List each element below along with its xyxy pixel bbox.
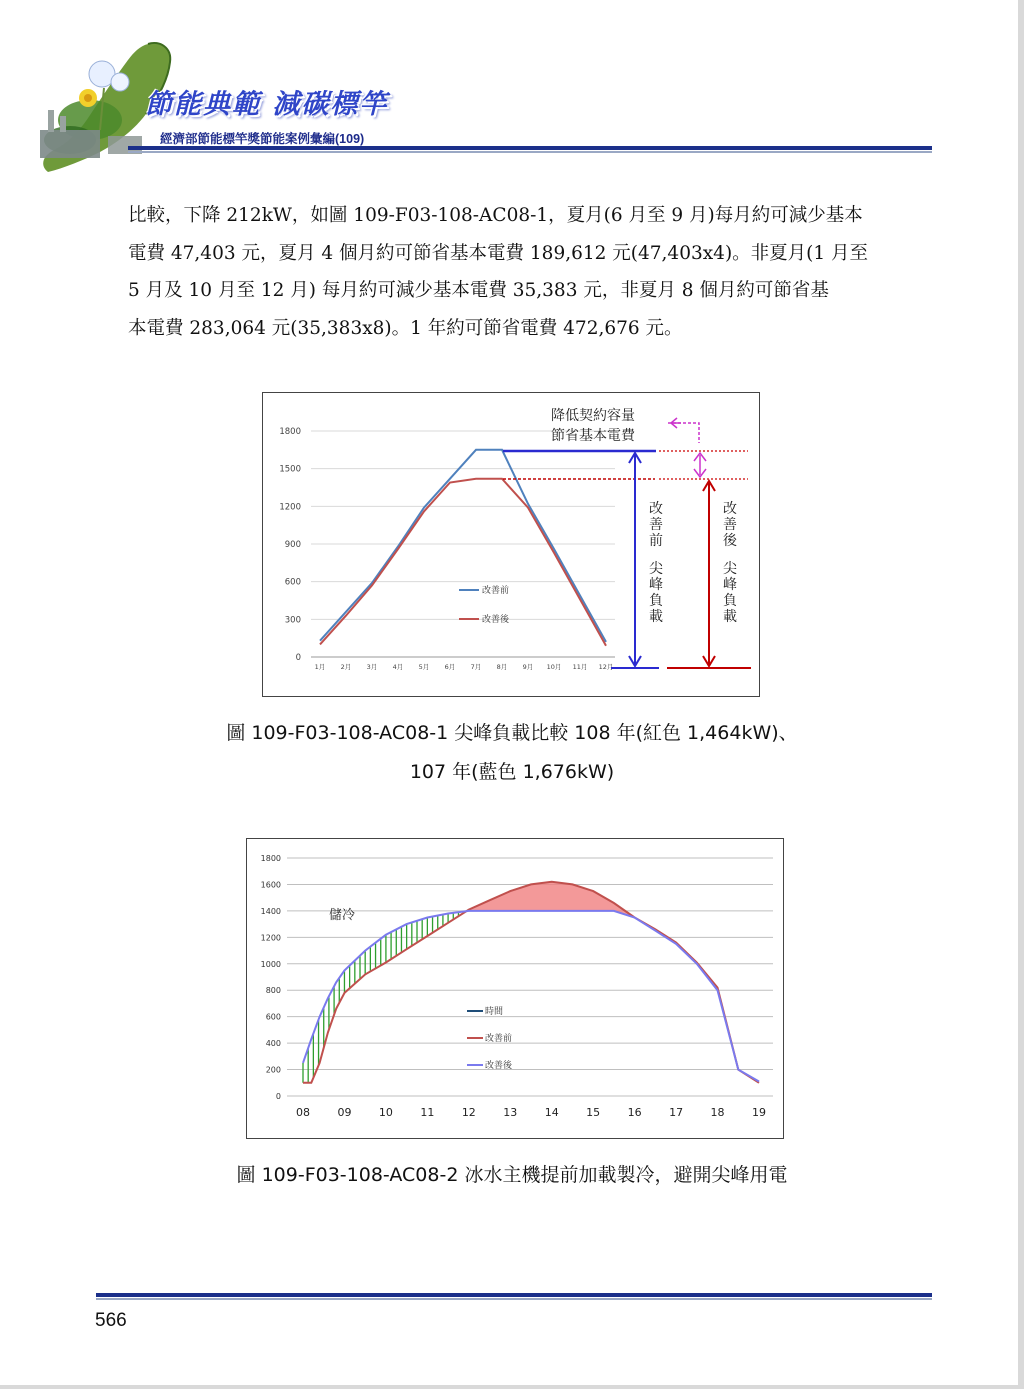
- series-line-after: [320, 479, 606, 646]
- brand-subtitle: 經濟部節能標竿獎節能案例彙編(109): [160, 132, 365, 146]
- series-line-before: [303, 882, 759, 1083]
- x-tick-label: 4月: [392, 663, 404, 671]
- figure1-caption-line1: 圖 109-F03-108-AC08-1 尖峰負載比較 108 年(紅色 1,464kW)、: [226, 722, 798, 744]
- y-tick-label: 600: [265, 1012, 281, 1022]
- y-tick-label: 200: [265, 1065, 281, 1075]
- y-tick-label: 0: [275, 1092, 281, 1101]
- page-header: [0, 0, 1024, 190]
- page-edge-bottom: [0, 1385, 1024, 1389]
- x-tick-label: 17: [669, 1106, 684, 1119]
- label-before-char: 善: [649, 517, 663, 533]
- x-tick-label: 18: [710, 1106, 725, 1119]
- legend-label-after: 改善後: [485, 1061, 513, 1071]
- legend-label-after: 改善後: [482, 615, 510, 625]
- x-tick-label: 09: [337, 1106, 352, 1119]
- chart-legend: [467, 1005, 513, 1071]
- x-tick-label: 13: [503, 1106, 518, 1119]
- x-tick-label: 10: [378, 1106, 393, 1119]
- y-tick-label: 800: [265, 986, 281, 996]
- brand-title: 節能典範 減碳標竿: [145, 89, 389, 120]
- label-after-char: 改: [723, 501, 737, 517]
- footer-rule: [96, 1293, 932, 1297]
- y-tick-label: 400: [265, 1039, 281, 1049]
- label-before-char: 峰: [649, 577, 663, 593]
- legend-label-before: 改善前: [485, 1034, 513, 1044]
- dashed-turn-arrow-icon: [668, 423, 699, 443]
- label-after-char: 峰: [723, 577, 737, 593]
- body-line: 本電費 283,064 元(35,383x8)。1 年約可節省電費 472,676 元。: [128, 317, 683, 339]
- x-tick-label: 14: [544, 1106, 559, 1119]
- page-number: 566: [95, 1310, 127, 1331]
- figure1-caption-line2: 107 年(藍色 1,676kW): [409, 761, 615, 783]
- y-tick-label: 900: [284, 540, 301, 550]
- x-tick-label: 9月: [522, 663, 534, 671]
- x-tick-label: 11: [420, 1106, 435, 1119]
- dashed-arrowhead-icon: [671, 418, 681, 428]
- label-before-char: 負: [649, 593, 663, 609]
- footer-rule-thin: [96, 1298, 932, 1300]
- annotation-save-fee: 節省基本電費: [551, 428, 635, 444]
- cold-storage-chart-svg: [247, 839, 783, 1138]
- label-before-char: 前: [649, 533, 663, 549]
- label-before-char: 載: [649, 609, 663, 625]
- header-rule: [128, 146, 932, 150]
- y-tick-label: 1200: [260, 933, 281, 943]
- label-after-char: 載: [723, 609, 737, 625]
- label-before-char: 改: [649, 501, 663, 517]
- legend-label-time: 時間: [485, 1007, 504, 1017]
- figure2-caption: 圖 109-F03-108-AC08-2 冰水主機提前加載製冷，避開尖峰用電: [236, 1164, 788, 1186]
- double-arrow-after-icon: [703, 481, 715, 666]
- x-tick-label: 12: [461, 1106, 476, 1119]
- x-tick-label: 6月: [444, 663, 456, 671]
- body-paragraph: [128, 197, 928, 347]
- double-arrow-before-icon: [629, 453, 641, 666]
- header-rule-thin: [128, 151, 932, 153]
- legend-label-before: 改善前: [482, 586, 510, 596]
- label-after-char: 善: [723, 517, 737, 533]
- x-tick-label: 16: [627, 1106, 642, 1119]
- y-tick-label: 1500: [279, 464, 301, 475]
- label-after-char: 負: [723, 593, 737, 609]
- peak-load-chart: [262, 392, 760, 697]
- y-tick-label: 1600: [260, 880, 281, 890]
- x-tick-label: 7月: [470, 663, 482, 671]
- x-tick-label: 8月: [496, 663, 508, 671]
- x-tick-label: 08: [296, 1106, 310, 1119]
- cold-storage-chart: [246, 838, 784, 1139]
- x-tick-label: 3月: [366, 663, 378, 671]
- y-tick-label: 1200: [279, 502, 301, 513]
- x-tick-label: 15: [586, 1106, 601, 1119]
- x-tick-label: 2月: [340, 663, 352, 671]
- x-tick-label: 5月: [418, 663, 430, 671]
- x-tick-label: 1月: [314, 663, 326, 671]
- y-tick-label: 1000: [260, 959, 281, 969]
- label-after-char: 後: [723, 533, 737, 549]
- double-arrow-saving-icon: [694, 453, 706, 477]
- y-tick-label: 1800: [279, 427, 301, 437]
- chart-legend: [459, 584, 510, 625]
- label-after-char: 尖: [723, 561, 737, 577]
- y-tick-label: 1800: [260, 854, 281, 863]
- label-before-char: 尖: [649, 561, 663, 577]
- series-line-after: [303, 911, 759, 1082]
- x-tick-label: 12月: [598, 663, 614, 671]
- x-tick-label: 11月: [572, 663, 588, 671]
- body-line: 電費 47,403 元，夏月 4 個月約可節省基本電費 189,612 元(47,403x4)。非夏月(1 月至: [128, 242, 869, 264]
- x-tick-label: 10月: [546, 663, 562, 671]
- x-tick-label: 19: [752, 1106, 766, 1119]
- annotation-storage: 儲冷: [329, 908, 356, 923]
- y-tick-label: 600: [284, 577, 301, 588]
- body-line: 比較，下降 212kW，如圖 109-F03-108-AC08-1，夏月(6 月至 9 月)每月約可減少基本: [128, 205, 863, 226]
- y-tick-label: 1400: [260, 906, 281, 916]
- y-tick-label: 300: [284, 615, 301, 626]
- y-tick-label: 0: [295, 653, 301, 663]
- annotation-reduce-contract: 降低契約容量: [551, 408, 635, 424]
- peak-load-chart-svg: [263, 393, 759, 696]
- body-line: 5 月及 10 月至 12 月) 每月約可減少基本電費 35,383 元，非夏月 8 個月約可節省基: [128, 280, 829, 301]
